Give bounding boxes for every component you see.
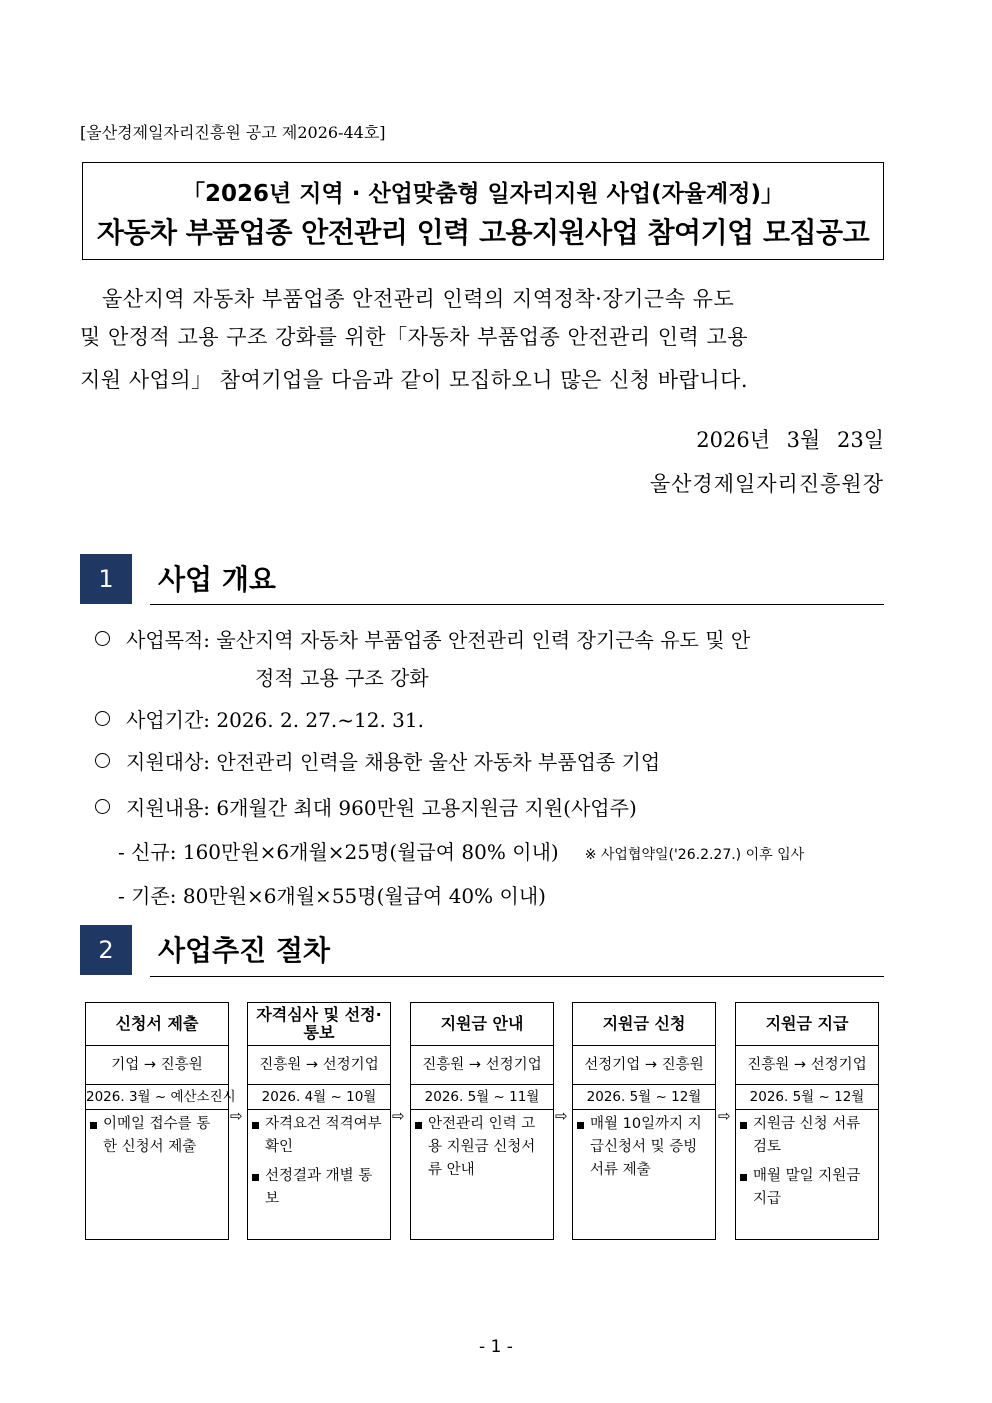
new-hire-item [118, 836, 804, 865]
circle-bullet-icon [95, 711, 110, 726]
intro-line2: 및 안정적 고용 구조 강화를 위한「자동차 부품업종 안전관리 인력 고용 [80, 325, 749, 349]
notice-number: [울산경제일자리진흥원 공고 제2026-44호] [80, 123, 386, 142]
content-item [95, 792, 637, 821]
circle-bullet-icon [95, 799, 110, 814]
step-task: 지원금 신청 서류 검토 [740, 1113, 874, 1159]
new-hire-note: ※ 사업협약일('26.2.27.) 이후 입사 [584, 847, 805, 863]
step-title: 지원금 지급 [736, 1003, 878, 1046]
step-period: 2026. 5월 ~ 11월 [411, 1085, 553, 1110]
title-box [82, 162, 884, 260]
process-step [247, 1002, 391, 1240]
step-actor: 진흥원 → 선정기업 [411, 1046, 553, 1085]
content-text: 지원내용: 6개월간 최대 960만원 고용지원금 지원(사업주) [126, 796, 637, 820]
section1-number: 1 [80, 554, 132, 604]
step-title: 신청서 제출 [86, 1003, 228, 1046]
period-text: 사업기간: 2026. 2. 27.~12. 31. [126, 708, 424, 732]
section1-rule [150, 604, 884, 605]
intro-line1: 울산지역 자동차 부품업종 안전관리 인력의 지역정착·장기근속 유도 [102, 287, 735, 311]
existing-text: - 기존: 80만원×6개월×55명(월급여 40% 이내) [118, 884, 546, 908]
process-step [410, 1002, 554, 1240]
arrow-right-icon: ⇨ [230, 1107, 243, 1125]
circle-bullet-icon [95, 753, 110, 768]
circle-bullet-icon [95, 631, 110, 646]
section2-title: 사업추진 절차 [158, 934, 331, 967]
arrow-right-icon: ⇨ [555, 1107, 568, 1125]
square-bullet-icon [252, 1122, 259, 1129]
step-title: 지원금 신청 [573, 1003, 715, 1046]
arrow-right-icon: ⇨ [718, 1107, 731, 1125]
purpose-text-continued: 정적 고용 구조 강화 [255, 666, 429, 690]
step-task: 선정결과 개별 통보 [252, 1165, 386, 1211]
purpose-item [95, 624, 750, 653]
square-bullet-icon [740, 1122, 747, 1129]
section2-rule [150, 976, 884, 977]
process-step [572, 1002, 716, 1240]
section2-number: 2 [80, 925, 132, 975]
square-bullet-icon [740, 1174, 747, 1181]
square-bullet-icon [577, 1122, 584, 1129]
step-actor: 진흥원 → 선정기업 [736, 1046, 878, 1085]
page-number: - 1 - [479, 1337, 513, 1357]
intro-line3: 지원 사업의」 참여기업을 다음과 같이 모집하오니 많은 신청 바랍니다. [80, 368, 749, 392]
purpose-text: 사업목적: 울산지역 자동차 부품업종 안전관리 인력 장기근속 유도 및 안 [126, 628, 751, 652]
step-title: 지원금 안내 [411, 1003, 553, 1046]
square-bullet-icon [252, 1174, 259, 1181]
square-bullet-icon [90, 1122, 97, 1129]
step-title: 자격심사 및 선정·통보 [248, 1003, 390, 1046]
title-line1: 「2026년 지역 · 산업맞춤형 일자리지원 사업(자율계정)」 [182, 181, 784, 207]
step-task: 매월 10일까지 지급신청서 및 증빙 서류 제출 [577, 1113, 711, 1182]
title-line2: 자동차 부품업종 안전관리 인력 고용지원사업 참여기업 모집공고 [96, 216, 870, 249]
step-actor: 기업 → 진흥원 [86, 1046, 228, 1085]
notice-date: 2026년 3월 23일 [696, 428, 884, 452]
step-task: 자격요건 적격여부 확인 [252, 1113, 386, 1159]
step-task: 이메일 접수를 통한 신청서 제출 [90, 1113, 224, 1159]
step-period: 2026. 5월 ~ 12월 [573, 1085, 715, 1110]
new-hire-text: - 신규: 160만원×6개월×25명(월급여 80% 이내) [118, 840, 559, 864]
target-text: 지원대상: 안전관리 인력을 채용한 울산 자동차 부품업종 기업 [126, 750, 661, 774]
step-actor: 선정기업 → 진흥원 [573, 1046, 715, 1085]
step-period: 2026. 3월 ~ 예산소진시 [86, 1085, 228, 1110]
step-task: 안전관리 인력 고용 지원금 신청서류 안내 [415, 1113, 549, 1182]
existing-item [118, 880, 546, 909]
process-step [735, 1002, 879, 1240]
target-item [95, 746, 660, 775]
process-step [85, 1002, 236, 1240]
step-task: 매월 말일 지원금 지급 [740, 1165, 874, 1211]
section1-title: 사업 개요 [158, 563, 276, 596]
arrow-right-icon: ⇨ [392, 1107, 405, 1125]
step-actor: 진흥원 → 선정기업 [248, 1046, 390, 1085]
period-item [95, 704, 424, 733]
square-bullet-icon [415, 1122, 422, 1129]
notice-issuer: 울산경제일자리진흥원장 [649, 472, 884, 496]
step-period: 2026. 4월 ~ 10월 [248, 1085, 390, 1110]
step-period: 2026. 5월 ~ 12월 [736, 1085, 878, 1110]
